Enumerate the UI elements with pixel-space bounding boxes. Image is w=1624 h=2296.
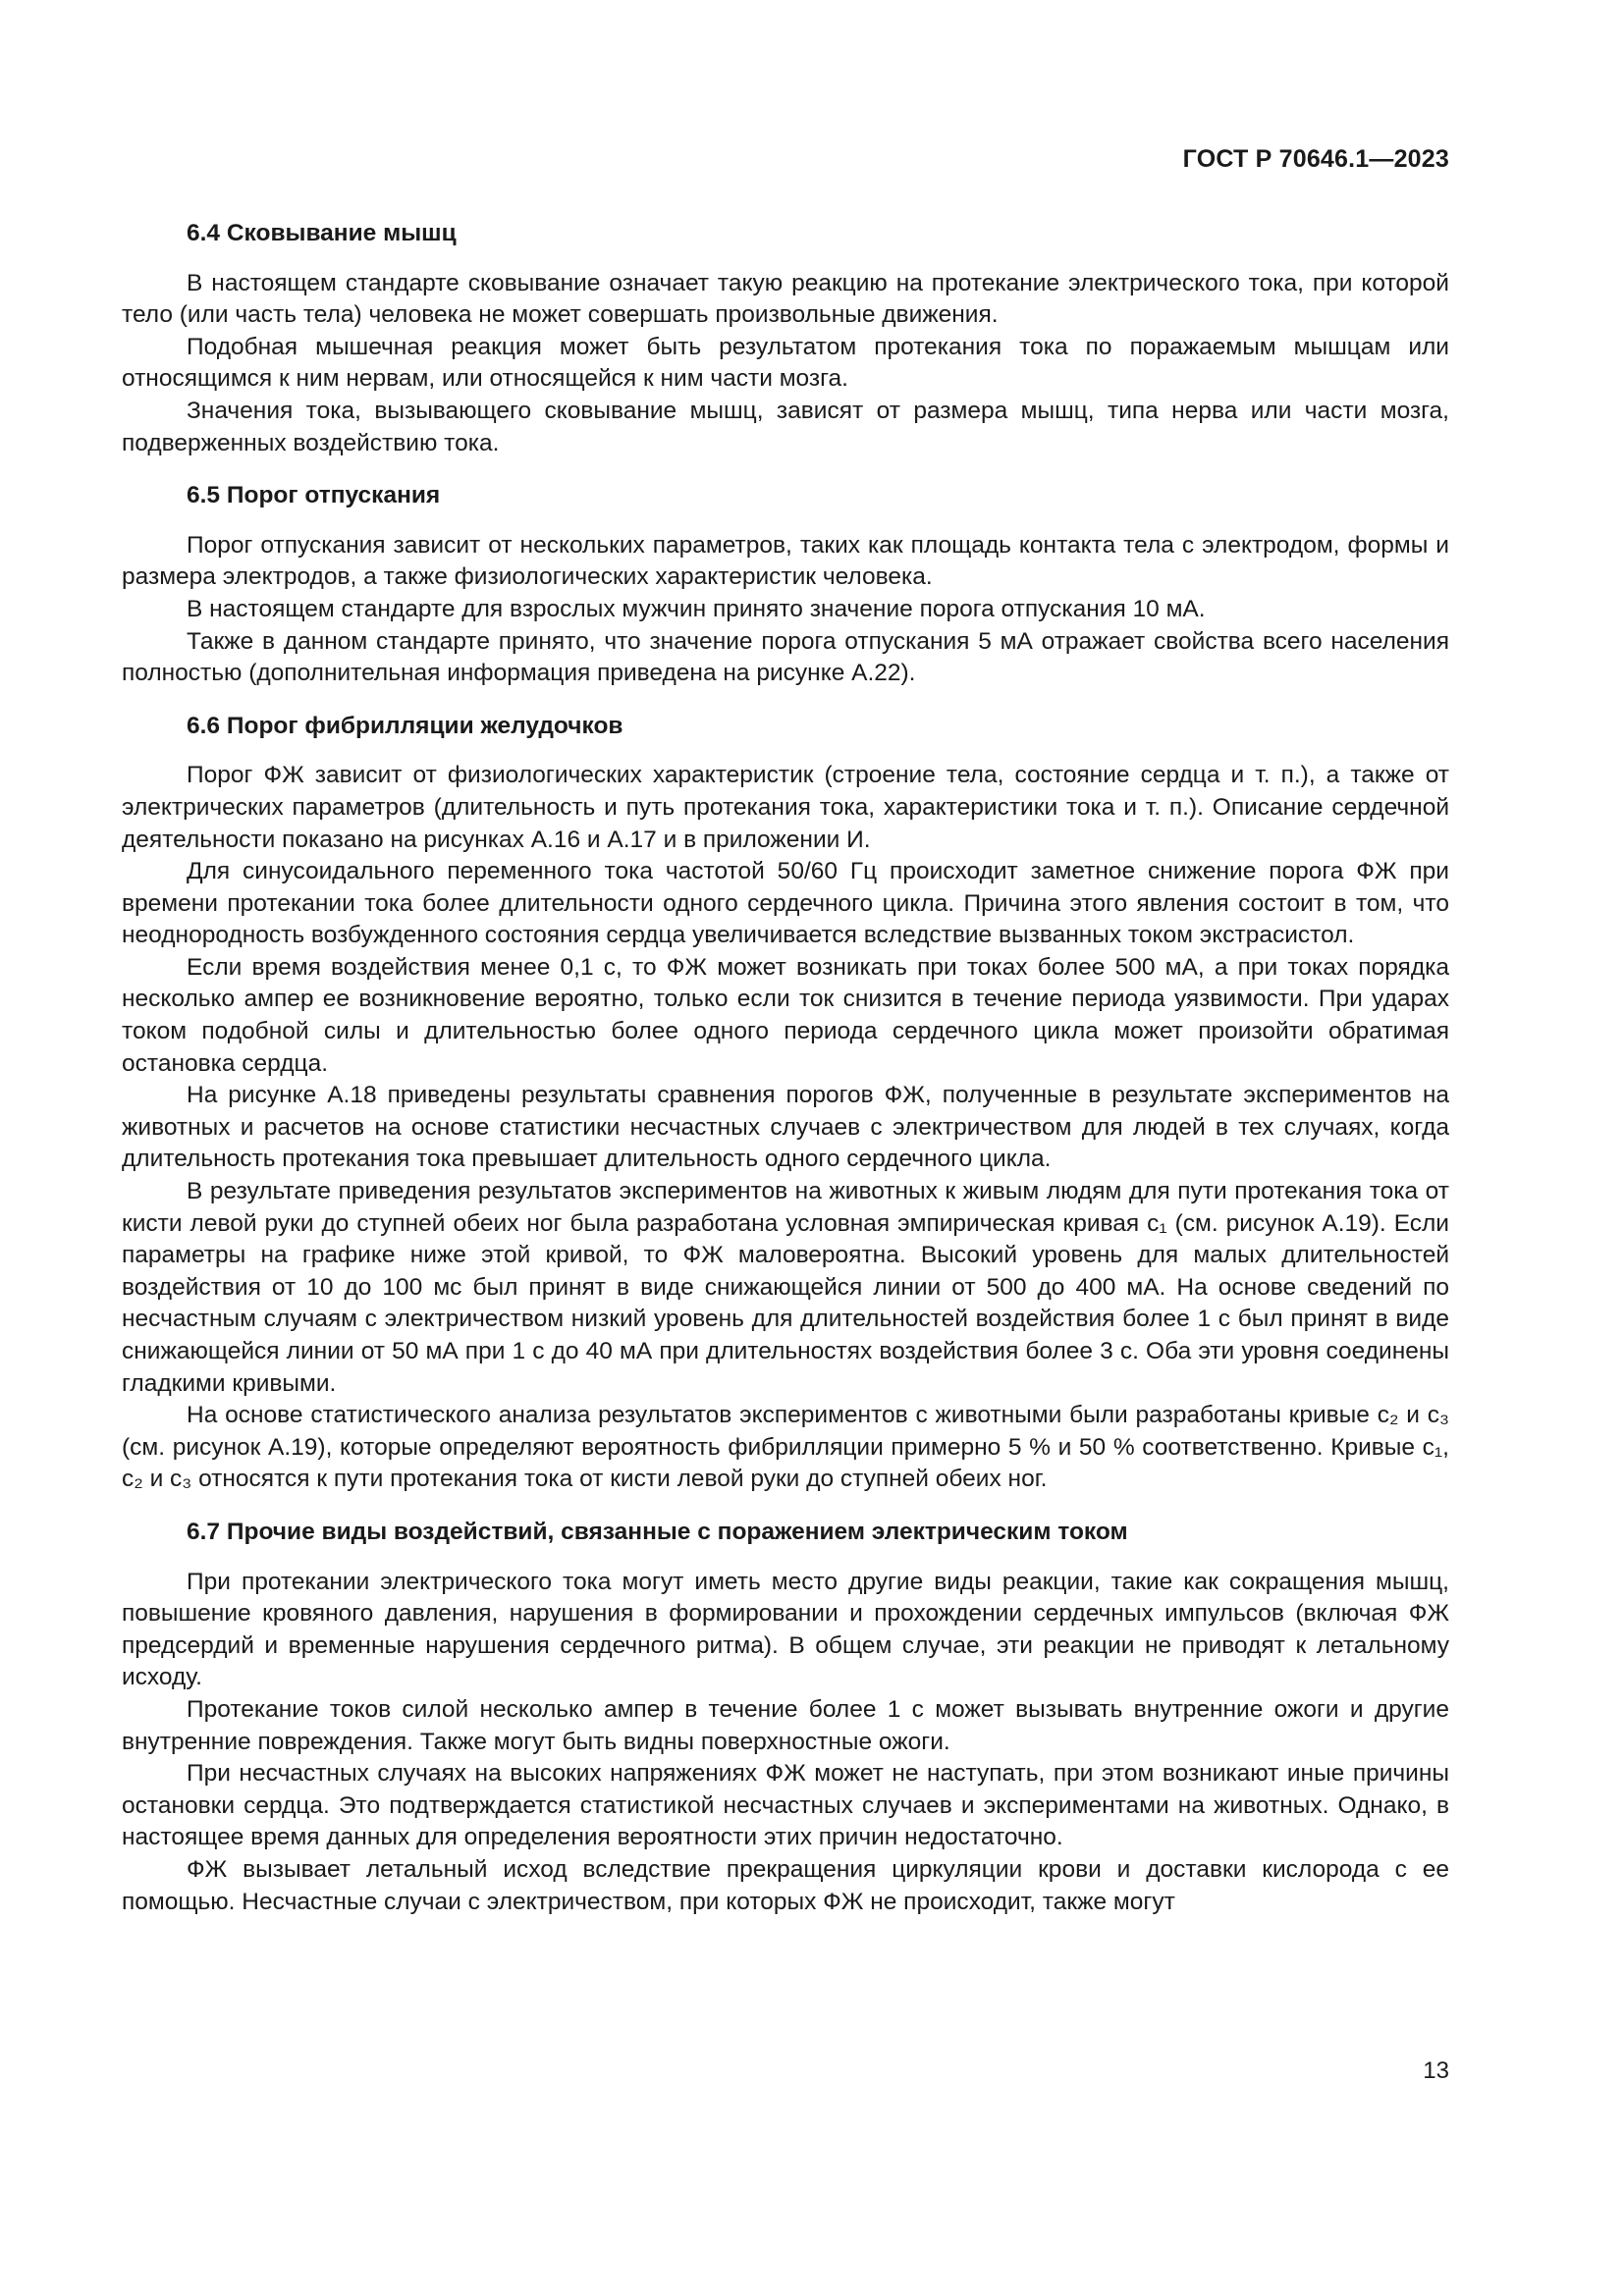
section-6-5 <box>122 480 1449 690</box>
paragraph: При несчастных случаях на высоких напряжениях ФЖ может не наступать, при этом возникают иные причины остановки сердца. Это подтверждается статистикой несчастных случаев и экспериментами на животных. Однако, в настоящее время данных для определения вероятности этих причин недостаточно. <box>122 1760 1449 1851</box>
paragraph: В результате приведения результатов экспериментов на животных к живым людям для пути протекания тока от кисти левой руки до ступней обеих ног была разработана условная эмпирическая кривая c₁ (см. рисунок А.19). Если параметры на графике ниже этой кривой, то ФЖ маловероятна. Высокий уровень для малых длительностей воздействия от 10 до 100 мс был принят в виде снижающейся линии от 500 до 400 мА. На основе сведений по несчастным случаям с электричеством низкий уровень для длительностей воздействия более 1 с был принят в виде снижающейся линии от 50 мА при 1 с до 40 мА при длительностях воздействия более 3 с. Оба эти уровня соединены гладкими кривыми. <box>122 1178 1449 1397</box>
section-6-7 <box>122 1517 1449 1918</box>
paragraph: Порог отпускания зависит от нескольких параметров, таких как площадь контакта тела с электродом, формы и размера электродов, а также физиологических характеристик человека. <box>122 531 1449 591</box>
paragraph: В настоящем стандарте для взрослых мужчин принято значение порога отпускания 10 мА. <box>187 595 1206 622</box>
paragraph: Протекание токов силой несколько ампер в течение более 1 с может вызывать внутренние ожоги и другие внутренние повреждения. Также могут быть видны поверхностные ожоги. <box>122 1695 1449 1755</box>
paragraph: Также в данном стандарте принято, что значение порога отпускания 5 мА отражает свойства всего населения полностью (дополнительная информация приведена на рисунке А.22). <box>122 627 1449 687</box>
paragraph: Значения тока, вызывающего сковывание мышц, зависят от размера мышц, типа нерва или части мозга, подверженных воздействию тока. <box>122 397 1449 456</box>
page-number: 13 <box>1423 2057 1449 2084</box>
section-heading: 6.4 Сковывание мышц <box>187 220 457 246</box>
section-heading: 6.5 Порог отпускания <box>187 482 441 509</box>
document-body <box>122 218 1449 1939</box>
paragraph: ФЖ вызывает летальный исход вследствие прекращения циркуляции крови и доставки кислорода с ее помощью. Несчастные случаи с электричеством, при которых ФЖ не происходит, также могут <box>122 1855 1449 1915</box>
paragraph: При протекании электрического тока могут иметь место другие виды реакции, такие как сокращения мышц, повышение кровяного давления, нарушения в формировании и прохождении сердечных импульсов (включая ФЖ предсердий и временные нарушения сердечного ритма). В общем случае, эти реакции не приводят к летальному исходу. <box>122 1568 1449 1691</box>
document-code: ГОСТ Р 70646.1—2023 <box>1182 145 1449 173</box>
paragraph: В настоящем стандарте сковывание означает такую реакцию на протекание электрического тока, при которой тело (или часть тела) человека не может совершать произвольные движения. <box>122 269 1449 329</box>
paragraph: Если время воздействия менее 0,1 с, то ФЖ может возникать при токах более 500 мА, а при токах порядка несколько ампер ее возникновение вероятно, только если ток снизится в течение периода уязвимости. При ударах током подобной силы и длительностью более одного периода сердечного цикла может произойти обратимая остановка сердца. <box>122 953 1449 1077</box>
paragraph: Подобная мышечная реакция может быть результатом протекания тока по поражаемым мышцам или относящимся к ним нервам, или относящейся к ним части мозга. <box>122 333 1449 393</box>
paragraph: Порог ФЖ зависит от физиологических характеристик (строение тела, состояние сердца и т. п.), а также от электрических параметров (длительность и путь протекания тока, характеристики тока и т. п.). Описание сердечной деятельности показано на рисунках А.16 и А.17 и в приложении И. <box>122 762 1449 853</box>
paragraph: Для синусоидального переменного тока частотой 50/60 Гц происходит заметное снижение порога ФЖ при времени протекании тока более длительности одного сердечного цикла. Причина этого явления состоит в том, что неоднородность возбужденного состояния сердца увеличивается вследствие вызванных током экстрасистол. <box>122 858 1449 949</box>
section-heading: 6.7 Прочие виды воздействий, связанные с поражением электрическим током <box>187 1518 1128 1545</box>
section-6-4 <box>122 218 1449 459</box>
paragraph: На рисунке А.18 приведены результаты сравнения порогов ФЖ, полученные в результате экспериментов на животных и расчетов на основе статистики несчастных случаев с электричеством для людей в тех случаях, когда длительность протекания тока превышает длительность одного сердечного цикла. <box>122 1082 1449 1173</box>
paragraph: На основе статистического анализа результатов экспериментов с животными были разработаны кривые c₂ и c₃ (см. рисунок А.19), которые определяют вероятность фибрилляции примерно 5 % и 50 % соответственно. Кривые c₁, c₂ и c₃ относятся к пути протекания тока от кисти левой руки до ступней обеих ног. <box>122 1402 1449 1493</box>
section-6-6 <box>122 711 1449 1496</box>
section-heading: 6.6 Порог фибрилляции желудочков <box>187 712 623 739</box>
